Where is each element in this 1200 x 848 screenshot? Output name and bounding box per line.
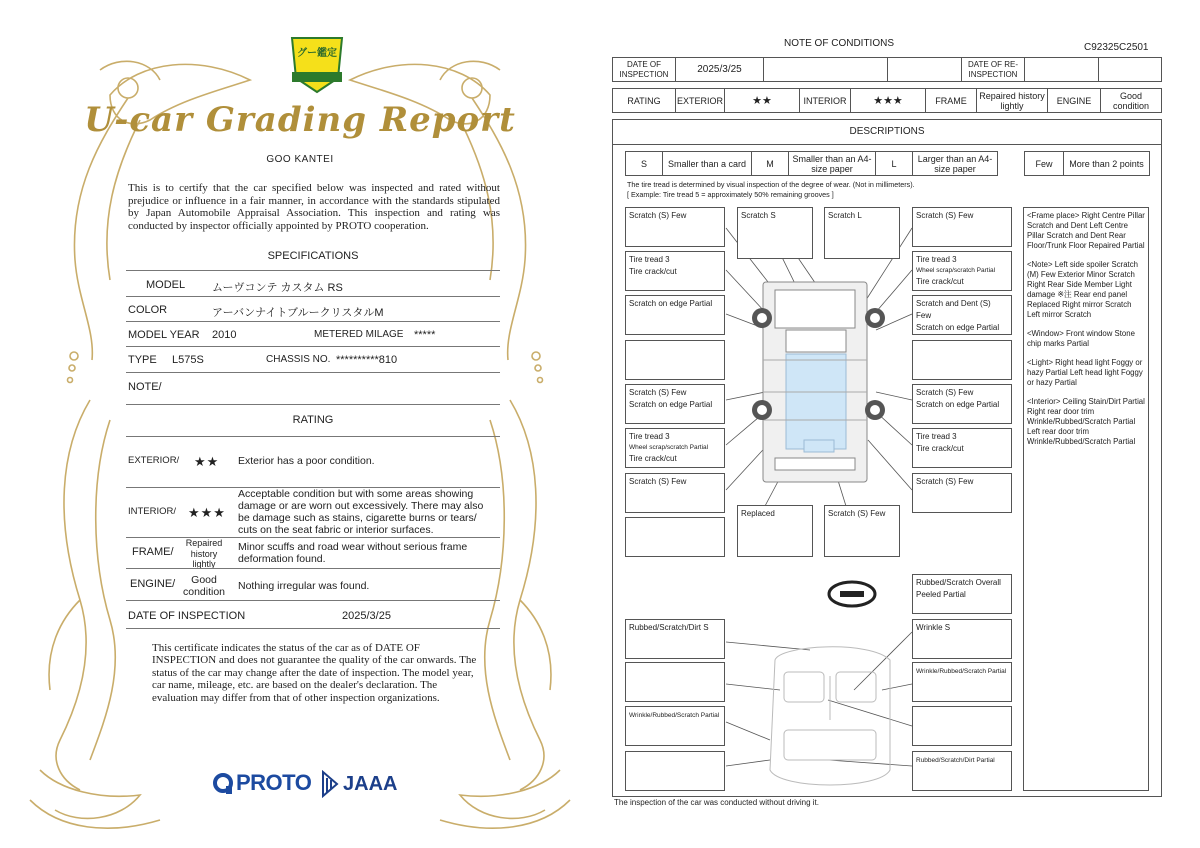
condition-box-front-center: Scratch S — [737, 207, 813, 259]
descriptions-heading: DESCRIPTIONS — [612, 119, 1162, 145]
type-label: TYPE — [128, 354, 157, 366]
jaaa-mark-icon — [319, 770, 341, 798]
tire-note-1: The tire tread is determined by visual inspection of the degree of wear. (Not in millimeters). — [627, 180, 915, 189]
certificate-intro: This is to certify that the car specified below was inspected and rated without prejudice or influence in a fair manner, in accordance with the standards stipulated by Japan Automobile Appraisal Association. This inspection and rating was conducted by inspector officially appointed by PROTO cooperation. — [128, 182, 500, 232]
proto-mark-icon — [212, 772, 234, 796]
remark-light: <Light> Right head light Foggy or hazy Partial Left head light Foggy or hazy Partial — [1027, 358, 1143, 387]
condition-box-dashboard: Wrinkle S — [912, 619, 1012, 659]
condition-box-front-left-bumper: Scratch (S) Few — [625, 207, 725, 247]
exterior-label: EXTERIOR — [675, 88, 725, 113]
divider — [126, 270, 500, 271]
frame-desc: Minor scuffs and road wear without serious frame deformation found. — [238, 541, 468, 565]
condition-box-front-right-tire: Tire tread 3 Wheel scrap/scratch Partial Tire crack/cut — [912, 251, 1012, 291]
divider — [126, 404, 500, 405]
type-value: L575S — [172, 354, 204, 366]
proto-logo-text: PROTO — [236, 770, 312, 795]
condition-box-rear-right-bumper: Scratch (S) Few — [912, 473, 1012, 513]
engine-desc: Nothing irregular was found. — [238, 580, 370, 592]
exterior-label: EXTERIOR/ — [128, 455, 180, 466]
remark-frame-place: <Frame place> Right Centre Pillar Scratch and Dent Left Centre Pillar Scratch and Dent Rear Floor/Trunk Floor Repaired Partial — [1027, 211, 1145, 250]
model-label: MODEL — [146, 279, 186, 291]
condition-box-rear-left-lower — [625, 517, 725, 557]
condition-box-right-center — [912, 340, 1012, 380]
model-value: ムーヴコンテ カスタム RS — [212, 282, 343, 294]
condition-box-rear-left-bumper: Scratch (S) Few — [625, 473, 725, 513]
interior-stars: ★★★ — [850, 88, 926, 113]
condition-box-right-rear-trim — [912, 706, 1012, 746]
date-of-inspection-label: DATE OF INSPECTION — [612, 57, 676, 82]
engine-label: ENGINE/ — [130, 578, 176, 590]
rating-heading: RATING — [292, 414, 334, 426]
exterior-stars: ★★ — [724, 88, 800, 113]
condition-box-front-right-bumper: Scratch (S) Few — [912, 207, 1012, 247]
condition-box-rear-center: Replaced — [737, 505, 813, 557]
condition-box-rear-left-tire: Tire tread 3 Wheel scrap/scratch Partial Tire crack/cut — [625, 428, 725, 468]
specifications-heading: SPECIFICATIONS — [267, 250, 359, 262]
model-year-value: 2010 — [212, 329, 237, 341]
steering-wheel-icon — [829, 582, 875, 606]
color-value: アーバンナイトブルークリスタルM — [212, 307, 384, 319]
frame-label: FRAME/ — [132, 546, 174, 558]
engine-label: ENGINE — [1047, 88, 1101, 113]
rating-label: RATING — [612, 88, 676, 113]
condition-box-rear-right-center: Scratch (S) Few — [824, 505, 900, 557]
exterior-stars: ★★ — [194, 454, 220, 469]
remark-window: <Window> Front window Stone chip marks Partial — [1027, 329, 1135, 348]
tire-note-2: [ Example: Tire tread 5 = approximately 50% remaining grooves ] — [627, 190, 834, 199]
condition-box-left-front: Scratch on edge Partial — [625, 295, 725, 335]
document-id: C92325C2501 — [1084, 42, 1149, 53]
certificate-footer: This certificate indicates the status of the car as of DATE OF INSPECTION and does not guarantee the quality of the car onwards. The status of the car may change after the date of inspection. The model year, car name, mileage, etc. are based on the dealer's declaration. The evaluation may differ from that of other inspection organizations. — [152, 642, 477, 704]
condition-box-right-front-seat: Wrinkle/Rubbed/Scratch Partial — [912, 662, 1012, 702]
divider — [126, 628, 500, 629]
condition-box-ceiling: Rubbed/Scratch/Dirt S — [625, 619, 725, 659]
legend-l-key: L — [875, 151, 913, 176]
chassis-value: **********810 — [336, 354, 398, 366]
certificate-title: U-car Grading Report — [84, 100, 516, 140]
divider — [126, 372, 500, 373]
remark-interior: <Interior> Ceiling Stain/Dirt Partial Right rear door trim Wrinkle/Rubbed/Scratch Partial Left rear door trim Wrinkle/Rubbed/Scratch Partial — [1027, 397, 1145, 446]
jaaa-logo-text: JAAA — [343, 773, 398, 795]
mileage-value: ***** — [414, 329, 436, 341]
condition-box-steering: Rubbed/Scratch Overall Peeled Partial — [912, 574, 1012, 614]
note-label: NOTE/ — [128, 381, 162, 393]
date-of-inspection-value: 2025/3/25 — [675, 57, 764, 82]
legend-m-text: Smaller than an A4-size paper — [788, 151, 876, 176]
interior-label: INTERIOR/ — [128, 506, 177, 517]
frame-label: FRAME — [925, 88, 977, 113]
goo-kantei-badge: グー鑑定 — [297, 48, 337, 59]
condition-box-left-rear-trim: Wrinkle/Rubbed/Scratch Partial — [625, 706, 725, 746]
sheet-footer-note: The inspection of the car was conducted without driving it. — [614, 798, 819, 807]
divider — [126, 346, 500, 347]
condition-box-front-left-tire: Tire tread 3 Tire crack/cut — [625, 251, 725, 291]
certificate-subtitle: GOO KANTEI — [266, 154, 334, 165]
condition-box-right-front: Scratch and Dent (S) Few Scratch on edge Partial — [912, 295, 1012, 335]
legend-l-text: Larger than an A4-size paper — [912, 151, 998, 176]
interior-desc: Acceptable condition but with some areas showing damage or are worn out excessively. There may also be damage such as stains, cigarette burns or tears/ cuts on the seat fabric or interior surfaces. — [238, 488, 484, 536]
condition-box-left-front-seat — [625, 662, 725, 702]
remark-note: <Note> Left side spoiler Scratch (M) Few Exterior Minor Scratch Right Rear Side Member Light damage ※注 Rear end panel Replaced Right mirror Scratch Left mirror Scratch — [1027, 260, 1138, 319]
condition-box-front-right: Scratch L — [824, 207, 900, 259]
condition-box-left-rear-seat — [625, 751, 725, 791]
legend-s-key: S — [625, 151, 663, 176]
frame-value: Repaired history lightly — [185, 538, 223, 569]
condition-box-right-rear: Scratch (S) Few Scratch on edge Partial — [912, 384, 1012, 424]
engine-value: Good condition — [182, 574, 226, 598]
sheet-title: NOTE OF CONDITIONS — [784, 38, 894, 49]
color-label: COLOR — [128, 304, 168, 316]
divider — [126, 436, 500, 437]
interior-stars: ★★★ — [188, 505, 226, 520]
condition-box-rear-seat: Rubbed/Scratch/Dirt Partial — [912, 751, 1012, 791]
condition-box-left-center — [625, 340, 725, 380]
date-label: DATE OF INSPECTION — [128, 610, 246, 622]
note-of-conditions-sheet — [600, 0, 1200, 848]
date-value: 2025/3/25 — [342, 610, 391, 622]
model-year-label: MODEL YEAR — [128, 329, 200, 341]
engine-value: Good condition — [1100, 88, 1162, 113]
legend-few-text: More than 2 points — [1063, 151, 1150, 176]
re-inspection-label: DATE OF RE-INSPECTION — [961, 57, 1025, 82]
frame-value: Repaired history lightly — [976, 88, 1048, 113]
condition-box-rear-right-tire: Tire tread 3 Tire crack/cut — [912, 428, 1012, 468]
interior-label: INTERIOR — [799, 88, 851, 113]
condition-box-left-rear: Scratch (S) Few Scratch on edge Partial — [625, 384, 725, 424]
divider — [126, 296, 500, 297]
remarks-panel — [1023, 207, 1149, 791]
mileage-label: METERED MILAGE — [314, 329, 404, 340]
jaaa-logo — [319, 770, 341, 803]
chassis-label: CHASSIS NO. — [266, 354, 331, 365]
legend-few-key: Few — [1024, 151, 1064, 176]
exterior-desc: Exterior has a poor condition. — [238, 455, 375, 467]
divider — [126, 568, 500, 569]
legend-m-key: M — [751, 151, 789, 176]
legend-s-text: Smaller than a card — [662, 151, 752, 176]
divider — [126, 600, 500, 601]
divider — [126, 321, 500, 322]
proto-logo — [212, 772, 234, 801]
